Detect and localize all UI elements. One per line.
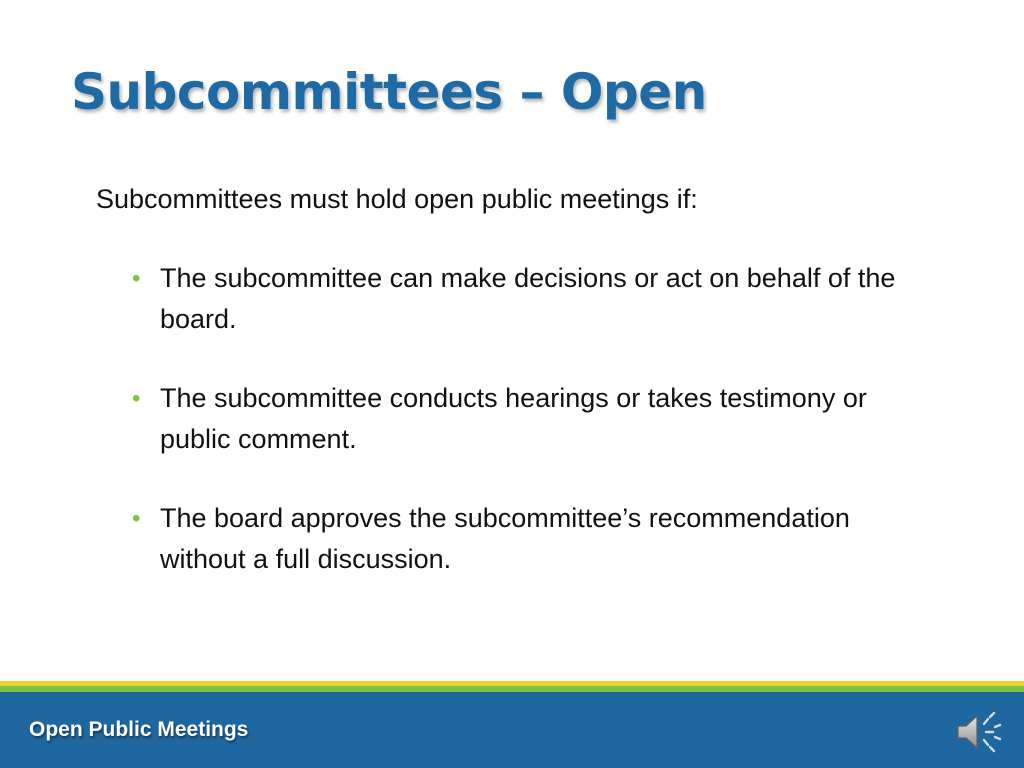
bullet-list: [132, 258, 932, 618]
slide-body: [96, 178, 936, 574]
intro-text: Subcommittees must hold open public meetings if:: [96, 184, 698, 214]
footer-label: Open Public Meetings: [29, 718, 249, 741]
bullet-text: The subcommittee can make decisions or act on behalf of the board.: [160, 263, 896, 334]
bullet-dot-icon: •: [132, 265, 141, 292]
bullet-item: [132, 378, 932, 460]
speaker-icon[interactable]: [955, 711, 1003, 753]
bullet-text: The board approves the subcommittee’s recommendation without a full discussion.: [160, 503, 850, 574]
bullet-item: [132, 498, 932, 580]
bullet-item: [132, 258, 932, 340]
bullet-dot-icon: •: [132, 385, 141, 412]
bullet-dot-icon: •: [132, 505, 141, 532]
slide-title: Subcommittees – Open: [71, 63, 707, 121]
bullet-text: The subcommittee conducts hearings or takes testimony or public comment.: [160, 383, 867, 454]
